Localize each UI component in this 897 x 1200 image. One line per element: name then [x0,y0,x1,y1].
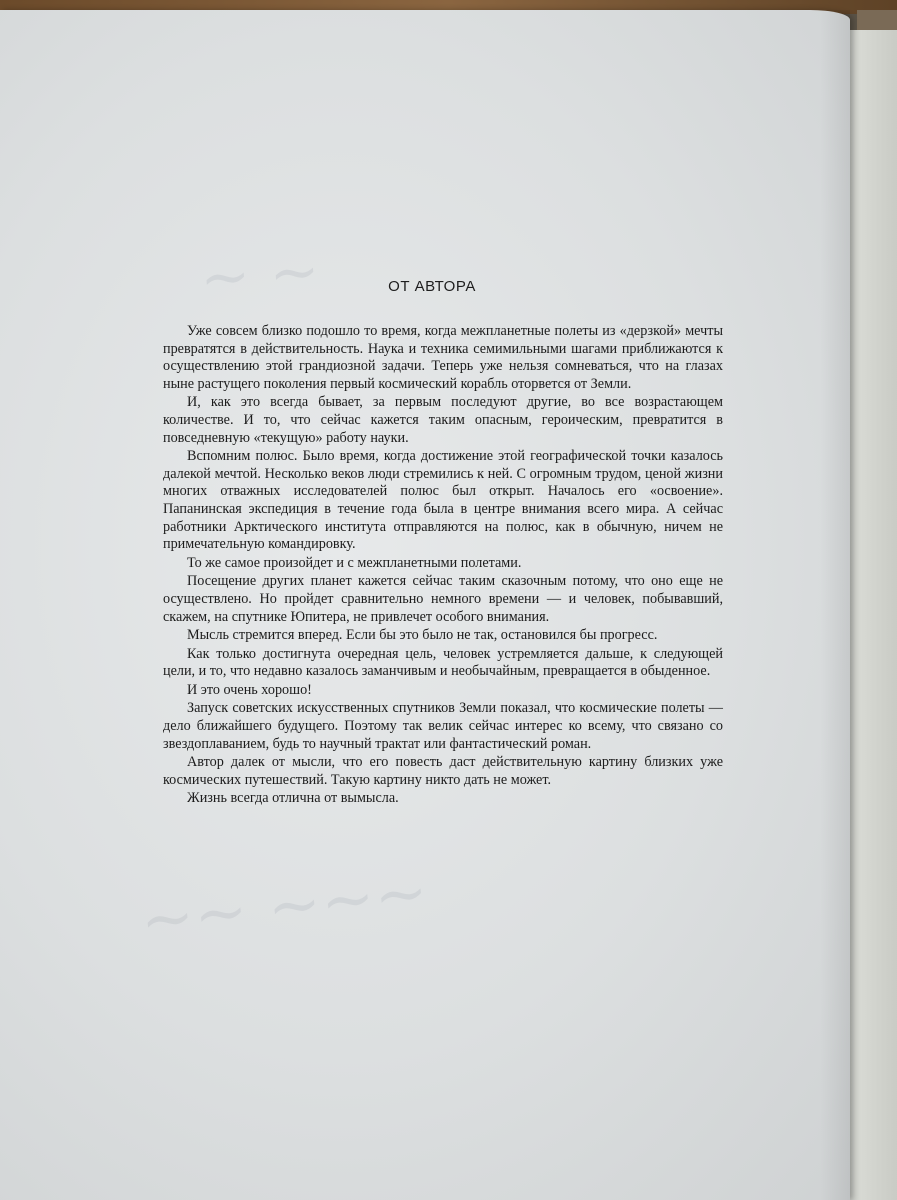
paragraph: И, как это всегда бывает, за первым последуют другие, во все возрастающем количестве. И то, что сейчас кажется таким опасным, героическим, превратится в повседневную «текущую» работу науки. [163,394,723,446]
paragraph: Как только достигнута очередная цель, человек устремляется дальше, к следующей цели, и то, что недавно казалось заманчивым и необычайным, превращается в обыденное. [163,645,723,680]
paragraph: Автор далек от мысли, что его повесть даст действительную картину близких уже космических путешествий. Такую картину никто дать не может. [163,754,723,788]
paragraph: Мысль стремится вперед. Если бы это было не так, остановился бы прогресс. [187,627,658,644]
show-through-imprint-lower: ~~ ~~~ [136,855,432,959]
paragraph: Жизнь всегда отлична от вымысла. [187,790,399,807]
paragraph: Уже совсем близко подошло то время, когда межпланетные полеты из «дерзкой» мечты превратятся в действительность. Наука и техника семимильными шагами приближаются к осуществлению этой грандиозной задачи. Теперь уже нельзя сомневаться, что на глазах ныне растущего поколения первый космический корабль оторвется от Земли. [163,323,723,392]
page-body-text [163,323,723,809]
paragraph: То же самое произойдет и с межпланетными полетами. [187,554,522,571]
paragraph: Посещение других планет кажется сейчас таким сказочным потому, что оно еще не осуществлено. Но пройдет сравнительно немного времени — и человек, побывавший, скажем, на спутнике Юпитера, не привлечет особого внимания. [163,573,723,625]
show-through-imprint: ~ ~ [197,235,322,315]
page-title: ОТ АВТОРА [388,278,476,295]
paragraph: Вспомним полюс. Было время, когда достижение этой географической точки казалось далекой мечтой. Несколько веков люди стремились к ней. С огромным трудом, ценой жизни многих отважных исследователей полюс был открыт. Началось его «освоение». Папанинская экспедиция в течение года была в центре внимания всего мира. А сейчас работники Арктического института отправляются на полюс, как в обычную, ничем не примечательную командировку. [163,448,723,553]
paragraph: Запуск советских искусственных спутников Земли показал, что космические полеты — дело ближайшего будущего. Поэтому так велик сейчас интерес ко всему, что связано со звездоплаванием, будь то научный трактат или фантастический роман. [163,700,723,752]
paragraph: И это очень хорошо! [187,681,312,698]
